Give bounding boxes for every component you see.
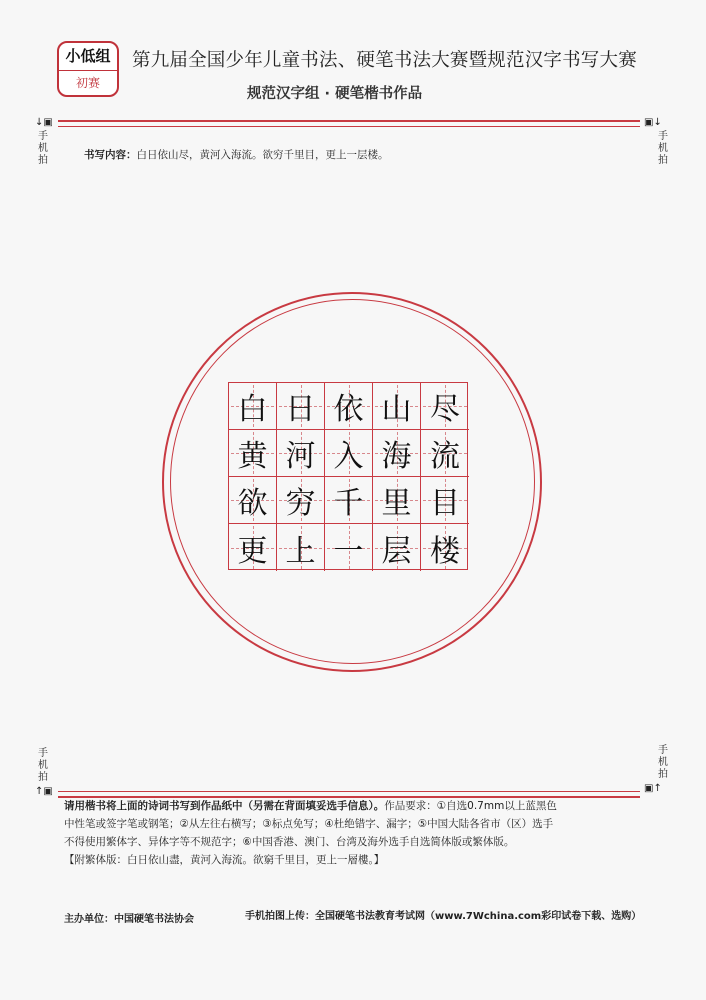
camera-arrow-down-icon: ↓▣	[35, 117, 53, 128]
writing-content	[84, 147, 389, 162]
requirements	[64, 797, 664, 869]
requirements-rules-2: 中性笔或签字笔或钢笔；②从左往右横写；③标点免写；④杜绝错字、漏字；⑤中国大陆各省市（区）选手	[64, 818, 554, 830]
grid-cell: 楼	[421, 524, 469, 571]
grid-cell: 河	[277, 430, 325, 477]
organizer: 主办单位：中国硬笔书法协会	[64, 914, 194, 925]
camera-arrow-up-icon: ↑▣	[35, 786, 53, 797]
group-label: 小低组	[59, 43, 117, 71]
grid-cell: 海	[373, 430, 421, 477]
grid-cell: 白	[229, 383, 277, 430]
camera-arrow-up-icon: ▣↑	[644, 783, 662, 794]
page-title: 第九届全国少年儿童书法、硬笔书法大赛暨规范汉字书写大赛	[132, 50, 637, 71]
traditional-version: 【附繁体版：白日依山盡，黄河入海流。欲窮千里目，更上一層樓。】	[64, 854, 385, 866]
calligraphy-grid	[228, 382, 468, 570]
phone-shoot-label: 手 机 拍	[38, 131, 48, 166]
top-divider	[58, 120, 640, 127]
page-subtitle: 规范汉字组 · 硬笔楷书作品	[247, 86, 423, 102]
grid-cell: 穷	[277, 477, 325, 524]
grid-cell: 里	[373, 477, 421, 524]
grid-cell: 日	[277, 383, 325, 430]
writing-content-label: 书写内容：	[84, 149, 137, 161]
grid-cell: 上	[277, 524, 325, 571]
requirements-main: 请用楷书将上面的诗词书写到作品纸中（另需在背面填妥选手信息）。	[64, 800, 385, 812]
writing-content-text: 白日依山尽，黄河入海流。欲穷千里目，更上一层楼。	[136, 149, 389, 161]
phone-shoot-label: 手 机 拍	[38, 748, 48, 783]
grid-cell: 入	[325, 430, 373, 477]
grid-cell: 一	[325, 524, 373, 571]
grid-cell: 目	[421, 477, 469, 524]
phone-shoot-label: 手 机 拍	[658, 131, 668, 166]
grid-cell: 层	[373, 524, 421, 571]
requirements-rules-1: 作品要求：①自选0.7mm以上蓝黑色	[384, 800, 557, 812]
grid-cell: 山	[373, 383, 421, 430]
grid-cell: 尽	[421, 383, 469, 430]
requirements-rules-3: 不得使用繁体字、异体字等不规范字；⑥中国香港、澳门、台湾及海外选手自选简体版或繁体版。	[64, 836, 515, 848]
group-badge	[57, 41, 119, 97]
phone-shoot-label: 手 机 拍	[658, 745, 668, 780]
grid-cell: 更	[229, 524, 277, 571]
stage-label: 初赛	[75, 76, 100, 90]
grid-cell: 欲	[229, 477, 277, 524]
grid-cell: 依	[325, 383, 373, 430]
grid-cell: 千	[325, 477, 373, 524]
grid-cell: 黄	[229, 430, 277, 477]
camera-arrow-down-icon: ▣↓	[644, 117, 662, 128]
grid-cell: 流	[421, 430, 469, 477]
upload-info: 手机拍图上传：全国硬笔书法教育考试网（www.7Wchina.com彩印试卷下载、选购）	[245, 911, 642, 922]
